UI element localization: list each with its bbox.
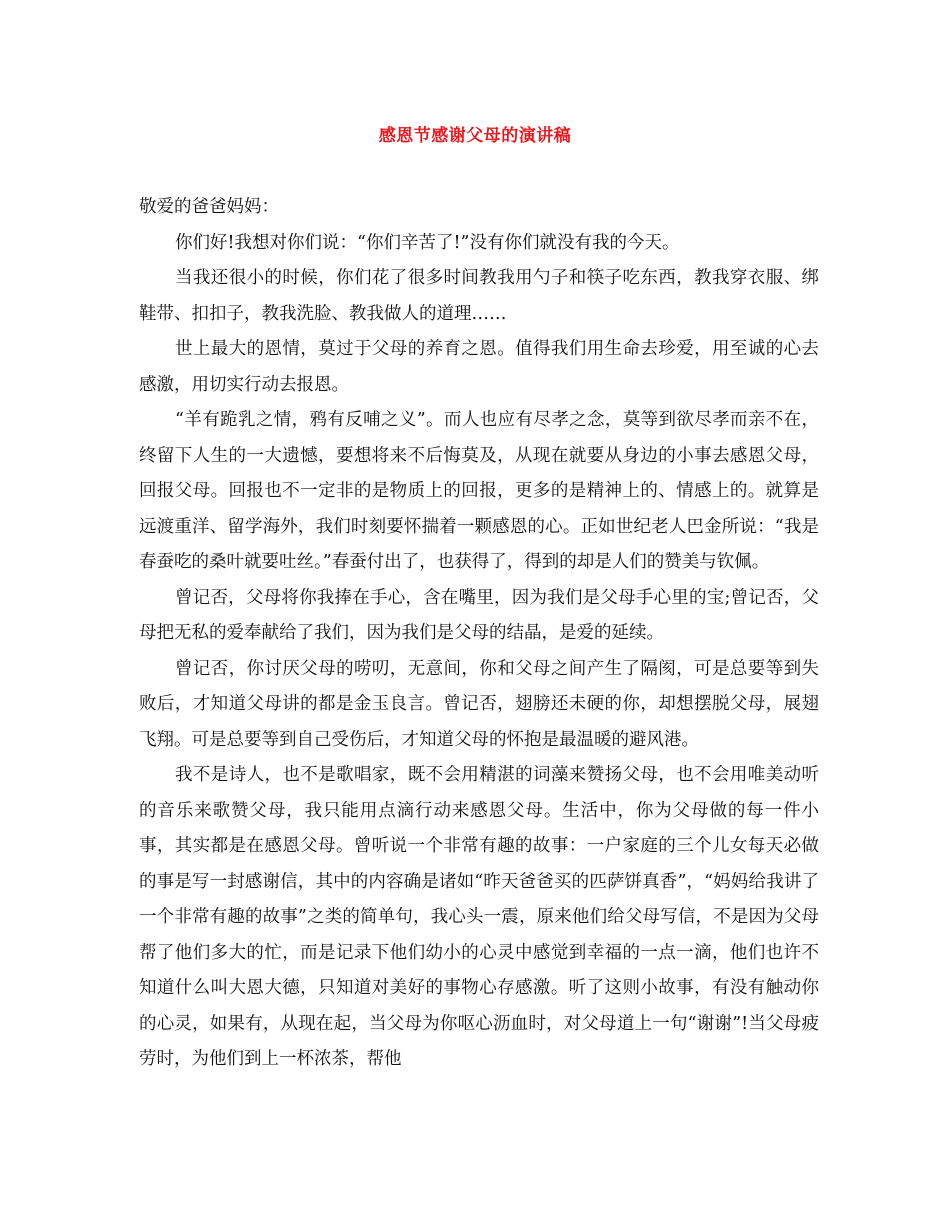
paragraph: 你们好!我想对你们说：“你们辛苦了!”没有你们就没有我的今天。 bbox=[175, 232, 680, 253]
paragraph: 当我还很小的时候，你们花了很多时间教我用勺子和筷子吃东西，教我穿衣服、绑鞋带、扣扣子，教我洗脸、教我做人的道理…… bbox=[139, 268, 819, 324]
paragraph: 世上最大的恩情，莫过于父母的养育之恩。值得我们用生命去珍爱，用至诚的心去感激，用切实行动去报恩。 bbox=[139, 339, 819, 395]
paragraph: 我不是诗人，也不是歌唱家，既不会用精湛的词藻来赞扬父母，也不会用唯美动听的音乐来歌赞父母，我只能用点滴行动来感恩父母。生活中，你为父母做的每一件小事，其实都是在感恩父母。曾听说一个非常有趣的故事：一户家庭的三个儿女每天必做的事是写一封感谢信，其中的内容确是诸如“昨天爸爸买的匹萨饼真香”，“妈妈给我讲了一个非常有趣的故事”之类的简单句，我心头一震，原来他们给父母写信，不是因为父母帮了他们多大的忙，而是记录下他们幼小的心灵中感觉到幸福的一点一滴，他们也许不知道什么叫大恩大德，只知道对美好的事物心存感激。听了这则小故事，有没有触动你的心灵，如果有，从现在起，当父母为你呕心沥血时，对父母道上一句“谢谢”!当父母疲劳时，为他们到上一杯浓茶，帮他 bbox=[139, 765, 819, 1069]
paragraph: 曾记否，你讨厌父母的唠叨，无意间，你和父母之间产生了隔阂，可是总要等到失败后，才知道父母讲的都是金玉良言。曾记否，翅膀还未硬的你，却想摆脱父母，展翅飞翔。可是总要等到自己受伤后，才知道父母的怀抱是最温暖的避风港。 bbox=[139, 658, 819, 750]
document-title: 感恩节感谢父母的演讲稿 bbox=[378, 126, 572, 146]
paragraph: 曾记否，父母将你我捧在手心，含在嘴里，因为我们是父母手心里的宝;曾记否，父母把无私的爱奉献给了我们，因为我们是父母的结晶，是爱的延续。 bbox=[139, 587, 819, 643]
document-body bbox=[139, 190, 819, 1078]
salutation: 敬爱的爸爸妈妈： bbox=[139, 197, 279, 217]
paragraph: “羊有跪乳之情，鸦有反哺之义”。而人也应有尽孝之念，莫等到欲尽孝而亲不在，终留下人生的一大遗憾，要想将来不后悔莫及，从现在就要从身边的小事去感恩父母，回报父母。回报也不一定非的是物质上的回报，更多的是精神上的、情感上的。就算是远渡重洋、留学海外，我们时刻要怀揣着一颗感恩的心。正如世纪老人巴金所说：“我是春蚕吃的桑叶就要吐丝。”春蚕付出了，也获得了，得到的却是人们的赞美与钦佩。 bbox=[139, 410, 819, 572]
